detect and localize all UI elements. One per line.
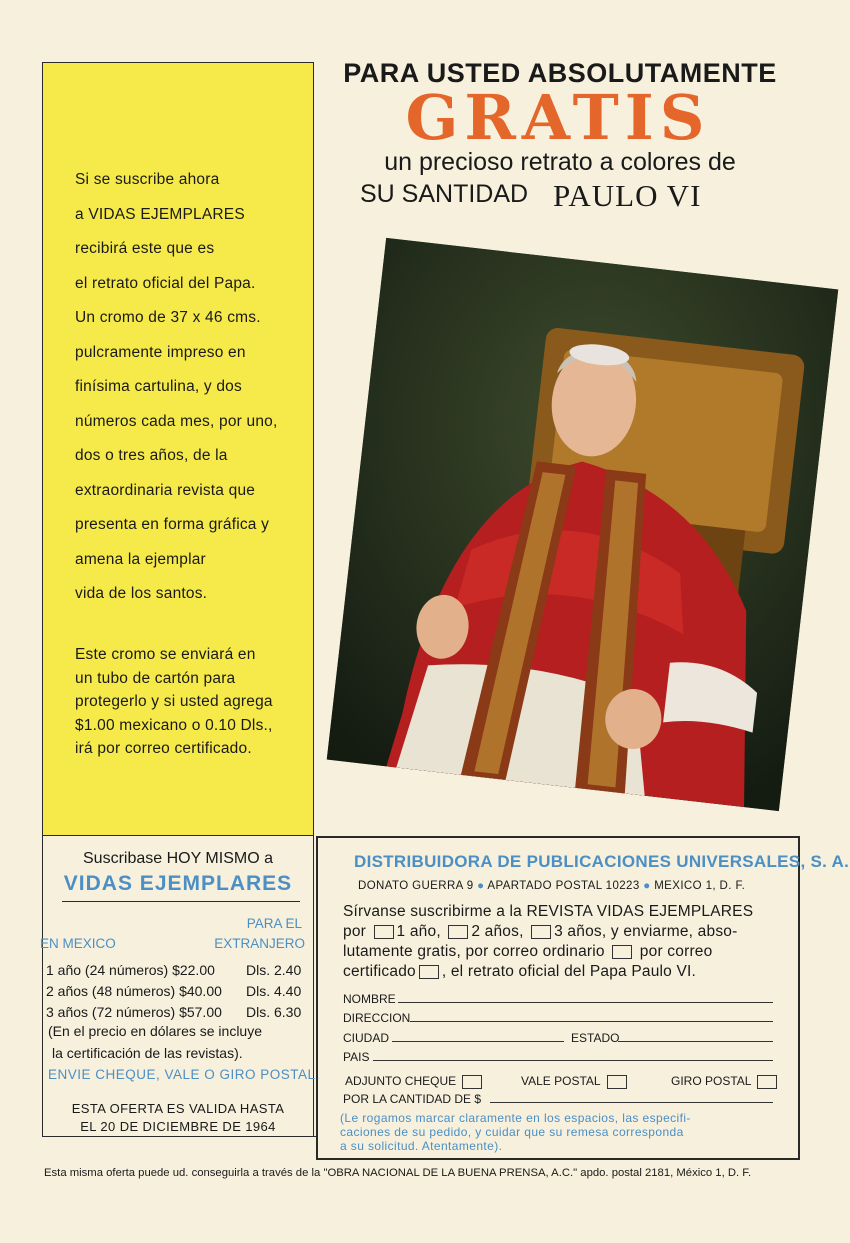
panel-line: protegerlo y si usted agrega	[75, 693, 273, 710]
panel-line: recibirá este que es	[75, 240, 215, 257]
order-note-line: caciones de su pedido, y cuidar que su remesa corresponda	[340, 1125, 684, 1139]
price-abroad: Dls. 2.40	[246, 962, 302, 978]
headline-line4b: PAULO VI	[553, 178, 702, 213]
cheque-option	[345, 1074, 485, 1089]
subscribe-magazine: VIDAS EJEMPLARES	[63, 872, 293, 895]
price-term: 3 años (72 números) $57.00	[46, 1004, 222, 1020]
price-note-1: (En el precio en dólares se incluye	[48, 1023, 263, 1039]
panel-line: a VIDAS EJEMPLARES	[75, 205, 245, 223]
panel-paragraph-2	[75, 643, 307, 761]
panel-line: números cada mes, por uno,	[75, 412, 278, 430]
panel-line: dos o tres años, de la	[75, 447, 228, 464]
giro-label: GIRO POSTAL	[671, 1074, 752, 1088]
direccion-field[interactable]	[410, 1021, 773, 1022]
cantidad-field[interactable]	[490, 1102, 773, 1103]
estado-label: ESTADO	[571, 1031, 620, 1045]
footer-note: Esta misma oferta puede ud. conseguirla a través de la "OBRA NACIONAL DE LA BUENA PRENSA, A.C." apdo. postal 2181, México 1, D. F.	[44, 1167, 752, 1179]
ordinary-mail-label: lutamente gratis, por correo ordinario	[343, 943, 605, 960]
panel-line: amena la ejemplar	[75, 550, 206, 568]
panel-line: presenta en forma gráfica y	[75, 516, 270, 533]
address-city: MEXICO 1, D. F.	[654, 880, 746, 892]
vale-checkbox[interactable]	[607, 1075, 627, 1089]
abroad-heading-1: PARA EL	[246, 916, 302, 931]
order-por: por	[343, 923, 367, 940]
company-name: DISTRIBUIDORA DE PUBLICACIONES UNIVERSALES, S. A.	[354, 852, 850, 871]
cheque-checkbox[interactable]	[462, 1075, 482, 1089]
headline-line4a: SU SANTIDAD	[360, 180, 529, 208]
panel-line: pulcramente impreso en	[75, 343, 246, 361]
certified-label-2: certificado	[343, 963, 416, 980]
order-text	[343, 902, 783, 982]
panel-line: $1.00 mexicano o 0.10 Dls.,	[75, 716, 273, 734]
ordinary-mail-checkbox[interactable]	[612, 945, 632, 959]
certified-label: por correo	[639, 943, 713, 960]
certified-mail-checkbox[interactable]	[419, 965, 439, 979]
nombre-field[interactable]	[398, 1002, 773, 1003]
pais-field[interactable]	[373, 1060, 773, 1061]
direccion-label: DIRECCION	[343, 1011, 411, 1025]
option-3-label: 3 años, y enviarme, abso-	[554, 923, 738, 940]
box-bottom-rule	[42, 1136, 316, 1137]
panel-line: Si se suscribe ahora	[75, 171, 220, 188]
order-note-line: (Le rogamos marcar claramente en los espacios, las especifi-	[340, 1111, 691, 1125]
panel-paragraph-1	[75, 163, 307, 612]
panel-line: irá por correo certificado.	[75, 740, 252, 757]
price-term: 1 año (24 números) $22.00	[46, 962, 215, 978]
payment-methods: ENVIE CHEQUE, VALE O GIRO POSTAL.	[48, 1067, 320, 1082]
three-years-checkbox[interactable]	[531, 925, 551, 939]
panel-line: Este cromo se enviará en	[75, 646, 256, 663]
giro-checkbox[interactable]	[757, 1075, 777, 1089]
panel-line: vida de los santos.	[75, 585, 208, 602]
pais-label: PAIS	[343, 1050, 370, 1064]
panel-line: finísima cartulina, y dos	[75, 378, 242, 395]
price-abroad: Dls. 4.40	[246, 983, 302, 999]
portrait-illustration	[327, 238, 839, 811]
vale-label: VALE POSTAL	[521, 1074, 601, 1088]
panel-line: el retrato oficial del Papa.	[75, 274, 256, 292]
ciudad-field[interactable]	[392, 1041, 564, 1042]
headline-gratis: GRATIS	[405, 81, 711, 154]
option-2-label: 2 años,	[471, 923, 524, 940]
cheque-label: ADJUNTO CHEQUE	[345, 1074, 457, 1088]
address-po-box: APARTADO POSTAL 10223	[487, 880, 640, 892]
order-text-line	[343, 962, 783, 982]
company-address	[358, 880, 745, 892]
offer-valid-1: ESTA OFERTA ES VALIDA HASTA	[71, 1101, 285, 1116]
price-row	[46, 1002, 301, 1023]
panel-line: un tubo de cartón para	[75, 669, 236, 687]
vale-option	[521, 1074, 630, 1089]
pope-portrait-image	[327, 238, 839, 811]
price-list	[46, 960, 301, 1023]
cantidad-label: POR LA CANTIDAD DE $	[343, 1092, 482, 1106]
price-abroad: Dls. 6.30	[246, 1004, 302, 1020]
giro-option	[671, 1074, 780, 1089]
two-years-checkbox[interactable]	[448, 925, 468, 939]
order-note	[340, 1111, 780, 1153]
bullet-icon: ●	[643, 880, 655, 892]
ciudad-label: CIUDAD	[343, 1031, 390, 1045]
bullet-icon: ●	[477, 880, 488, 892]
abroad-heading-2: EXTRANJERO	[214, 936, 305, 951]
order-text-line	[343, 922, 783, 942]
estado-field[interactable]	[618, 1041, 773, 1042]
mexico-heading: EN MEXICO	[40, 936, 116, 951]
price-term: 2 años (48 números) $40.00	[46, 983, 222, 999]
price-row	[46, 960, 301, 981]
order-note-line: a su solicitud. Atentamente).	[340, 1139, 503, 1153]
order-text-end: , el retrato oficial del Papa Paulo VI.	[441, 963, 697, 980]
price-note-2: la certificación de las revistas).	[52, 1045, 243, 1061]
address-street: DONATO GUERRA 9	[358, 880, 474, 892]
price-row	[46, 981, 301, 1002]
order-text-line: Sírvanse suscribirme a la REVISTA VIDAS EJEMPLARES	[343, 903, 754, 920]
panel-line: extraordinaria revista que	[75, 481, 256, 499]
panel-line: Un cromo de 37 x 46 cms.	[75, 309, 261, 326]
one-year-checkbox[interactable]	[374, 925, 394, 939]
headline-line1: PARA USTED ABSOLUTAMENTE	[343, 58, 777, 88]
divider	[62, 901, 300, 902]
nombre-label: NOMBRE	[343, 992, 396, 1006]
option-1-label: 1 año,	[396, 923, 441, 940]
subscribe-intro: Suscribase HOY MISMO a	[83, 850, 273, 867]
offer-valid-2: EL 20 DE DICIEMBRE DE 1964	[80, 1119, 276, 1134]
headline-line3: un precioso retrato a colores de	[384, 148, 736, 176]
order-text-line	[343, 942, 783, 962]
yellow-panel	[42, 62, 314, 836]
